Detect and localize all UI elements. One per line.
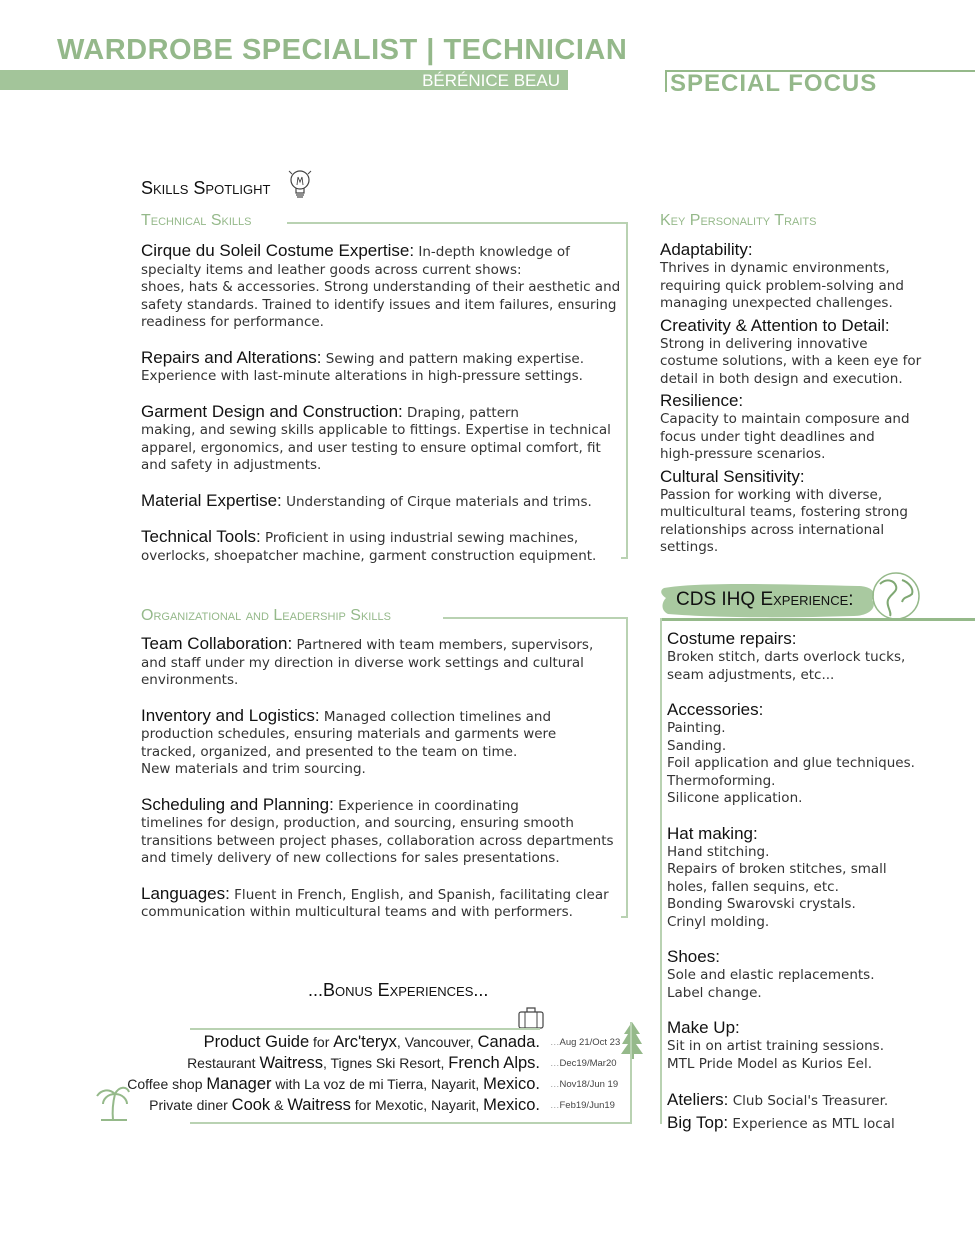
bonus-keyword: Arc'teryx: [333, 1033, 397, 1051]
bonus-list: [90, 1032, 540, 1116]
special-focus-header: [665, 70, 975, 97]
bonus-keyword: French Alps.: [448, 1054, 540, 1072]
bonus-keyword: Manager: [206, 1075, 272, 1093]
special-focus-title: SPECIAL FOCUS: [670, 70, 878, 97]
bonus-text: with La voz de mi Tierra, Nayarit,: [271, 1076, 484, 1092]
cds-divider: [660, 618, 975, 621]
bonus-keyword: Waitress: [287, 1096, 351, 1114]
bonus-text: , Tignes Ski Resort,: [323, 1055, 449, 1071]
lightbulb-icon: [286, 168, 314, 202]
trait-item: Resilience: Capacity to maintain composure and focus under tight deadlines and high-pressure scenarios.: [660, 391, 910, 462]
cds-inline-item: Ateliers: Club Social's Treasurer.: [667, 1090, 889, 1109]
cds-item: Make Up: Sit in on artist training sessions. MTL Pride Model as Kurios Eel.: [667, 1018, 884, 1072]
bonus-row: [90, 1074, 540, 1095]
skill-item: Material Expertise: Understanding of Cirque materials and trims.: [141, 490, 592, 510]
traits-list: [660, 240, 970, 557]
bonus-date: …Aug 21/Oct 23: [550, 1037, 621, 1048]
cds-item: Shoes: Sole and elastic replacements. Label change.: [667, 947, 875, 1001]
technical-skills-title: Technical Skills: [141, 212, 252, 229]
page-title: WARDROBE SPECIALIST | TECHNICIAN: [57, 34, 628, 66]
trait-item: Creativity & Attention to Detail: Strong in delivering innovative costume solutions, with a keen eye for detail in both design and execution.: [660, 315, 922, 387]
bonus-text: for: [309, 1034, 334, 1050]
technical-skills-list: [141, 242, 621, 565]
bonus-text: Coffee shop: [127, 1076, 207, 1092]
cds-item: Hat making: Hand stitching. Repairs of broken stitches, small holes, fallen sequins, etc. Bonding Swarovski crystals. Crinyl molding.: [667, 823, 887, 930]
person-name: BÉRÉNICE BEAU: [422, 71, 560, 90]
personality-title: Key Personality Traits: [660, 212, 817, 229]
bonus-keyword: Mexico.: [483, 1096, 540, 1114]
org-skills-list: [141, 635, 621, 922]
skill-item: Technical Tools: Proficient in using industrial sewing machines, overlocks, shoepatcher machine, garment construction equipment.: [141, 527, 597, 564]
skill-item: Team Collaboration: Partnered with team members, supervisors, and staff under my direction in diverse work settings and cultural environments.: [141, 634, 594, 688]
skill-item: Cirque du Soleil Costume Expertise: In-depth knowledge of specialty items and leather goods across current shows: shoes, hats & accessories. Strong understanding of their aesthetic and safety standards. Trained to identify issues and item failures, ensuring readiness for performance.: [141, 241, 621, 330]
bonus-date: …Dec19/Mar20: [550, 1058, 617, 1069]
bonus-text: for Mexotic, Nayarit,: [350, 1097, 484, 1113]
skill-item: Repairs and Alterations: Sewing and pattern making expertise. Experience with last-minute alterations in high-pressure settings.: [141, 347, 585, 384]
bonus-title: ...Bonus Experiences...: [308, 980, 489, 1000]
bonus-text: , Vancouver,: [396, 1034, 478, 1050]
skill-item: Languages: Fluent in French, English, and Spanish, facilitating clear communication within multicultural teams and with performers.: [141, 883, 609, 920]
cds-list: [667, 629, 972, 1135]
bonus-keyword: Waitress: [259, 1054, 323, 1072]
skills-spotlight-title: Skills Spotlight: [141, 178, 271, 198]
skill-item: Garment Design and Construction: Draping, pattern making, and sewing skills applicable to fittings. Expertise in technical apparel, ergonomics, and user testing to ensure optimal comfort, fit and safety in adjustments.: [141, 401, 611, 473]
trait-item: Adaptability: Thrives in dynamic environments, requiring quick problem-solving and managing unexpected challenges.: [660, 240, 904, 311]
world-map-icon: [868, 570, 924, 622]
name-bar: [0, 70, 568, 90]
bonus-keyword: Cook: [231, 1096, 271, 1114]
bonus-row: [90, 1032, 540, 1053]
bonus-text: Restaurant: [187, 1055, 260, 1071]
bonus-text: &: [270, 1097, 288, 1113]
bonus-text: Private diner: [149, 1097, 232, 1113]
skill-item: Inventory and Logistics: Managed collection timelines and production schedules, ensuring materials and garments were tracked, organized, and presented to the team on time. New materials and trim sourcing.: [141, 705, 557, 777]
bonus-dates: [550, 1032, 622, 1116]
bonus-date: …Feb19/Jun19: [550, 1100, 615, 1111]
cds-title: CDS IHQ Experience:: [676, 589, 854, 610]
bonus-row: [90, 1053, 540, 1074]
cds-item: Costume repairs: Broken stitch, darts overlock tucks, seam adjustments, etc...: [667, 629, 906, 683]
cds-item: Accessories: Painting. Sanding. Foil application and glue techniques. Thermoforming. Silicone application.: [667, 700, 915, 806]
bonus-row: [90, 1095, 540, 1116]
bonus-keyword: Mexico.: [483, 1075, 540, 1093]
bonus-keyword: Product Guide: [203, 1033, 310, 1051]
bonus-keyword: Canada.: [477, 1033, 540, 1051]
cds-inline-item: Big Top: Experience as MTL local: [667, 1113, 895, 1132]
org-skills-title: Organizational and Leadership Skills: [141, 607, 391, 624]
trait-item: Cultural Sensitivity: Passion for working with diverse, multicultural teams, fostering strong relationships across international settings.: [660, 466, 908, 555]
cds-left-rule: [660, 618, 662, 1124]
bonus-date: …Nov18/Jun 19: [550, 1079, 619, 1090]
skill-item: Scheduling and Planning: Experience in coordinating timelines for design, production, and sourcing, ensuring smooth transitions between project phases, collaboration across departments and timely delivery of new collections for sales presentations.: [141, 794, 614, 866]
